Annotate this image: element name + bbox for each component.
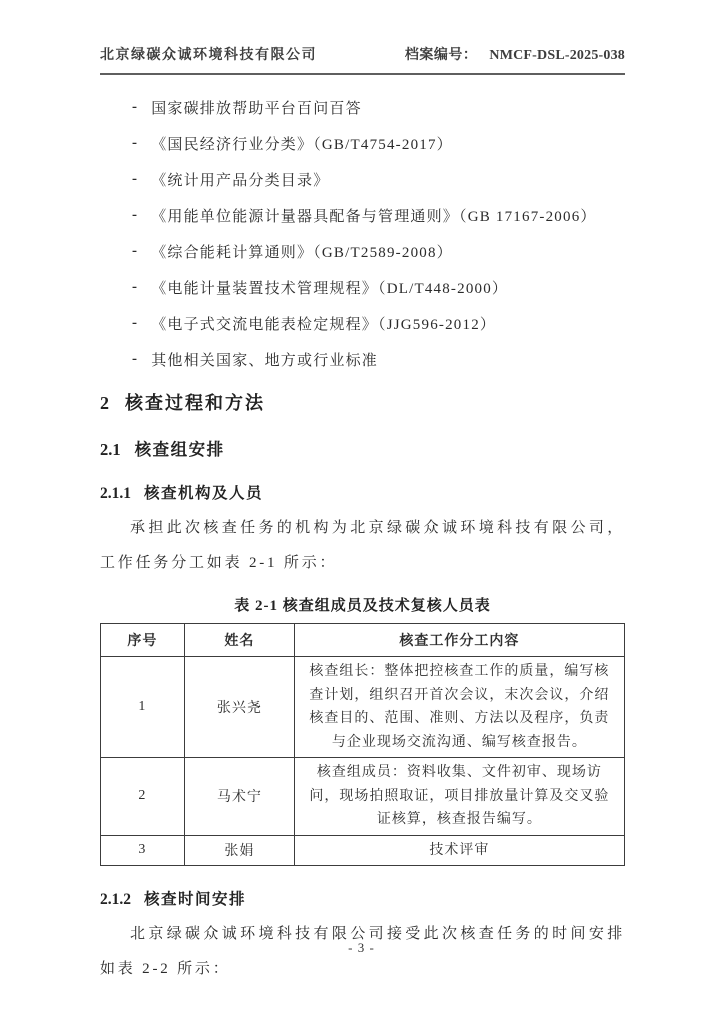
column-header-duty: 核查工作分工内容 <box>294 624 624 657</box>
table-caption: 表 2-1 核查组成员及技术复核人员表 <box>234 598 491 614</box>
section-heading-2 <box>100 389 625 415</box>
cell-duty: 核查组长：整体把控核查工作的质量，编写核查计划，组织召开首次会议，末次会议，介绍核查目的、范围、准则、方法以及程序，负责与企业现场交流沟通、编写核查报告。 <box>294 657 624 758</box>
cell-index: 2 <box>101 758 185 836</box>
cell-index: 1 <box>101 657 185 758</box>
list-item-text: 《电能计量装置技术管理规程》（DL/T448-2000） <box>151 280 509 297</box>
list-item <box>100 197 625 233</box>
list-item-text: 《统计用产品分类目录》 <box>151 172 330 189</box>
section-title: 核查组安排 <box>134 440 225 459</box>
archive-number-value: NMCF-DSL-2025-038 <box>489 48 625 63</box>
section-heading-2-1-1 <box>100 481 625 503</box>
list-item-text: 其他相关国家、地方或行业标准 <box>151 352 379 369</box>
list-item <box>100 89 625 125</box>
dash-bullet: - <box>132 314 139 331</box>
dash-bullet: - <box>132 134 139 151</box>
section-heading-2-1 <box>100 436 625 460</box>
dash-bullet: - <box>132 278 139 295</box>
dash-bullet: - <box>132 170 139 187</box>
cell-duty: 核查组成员：资料收集、文件初审、现场访问，现场拍照取证，项目排放量计算及交叉验证核算，核查报告编写。 <box>294 758 624 836</box>
dash-bullet: - <box>132 350 139 367</box>
table-row <box>101 758 625 836</box>
section-title: 核查机构及人员 <box>144 485 264 502</box>
section-number: 2.1.1 <box>100 485 131 502</box>
header-archive-number <box>405 44 625 64</box>
list-item <box>100 161 625 197</box>
section-number: 2.1.2 <box>100 891 131 908</box>
archive-number-label: 档案编号： <box>404 48 478 63</box>
section-heading-2-1-2 <box>100 887 625 909</box>
cell-name: 张娟 <box>184 835 294 866</box>
list-item <box>100 269 625 305</box>
cell-name: 马术宁 <box>184 758 294 836</box>
section-title: 核查时间安排 <box>144 891 247 908</box>
list-item-text: 《电子式交流电能表检定规程》（JJG596-2012） <box>151 316 497 333</box>
table-row <box>101 657 625 758</box>
section-title: 核查过程和方法 <box>125 393 265 413</box>
cell-index: 3 <box>101 835 185 866</box>
list-item-text: 国家碳排放帮助平台百问百答 <box>151 100 362 117</box>
reference-standards-list <box>100 89 625 377</box>
section-number: 2 <box>100 393 109 413</box>
body-paragraph-agency: 承担此次核查任务的机构为北京绿碳众诚环境科技有限公司，工作任务分工如表 2-1 所示： <box>100 520 625 571</box>
column-header-index: 序号 <box>101 624 185 657</box>
header-company-name: 北京绿碳众诚环境科技有限公司 <box>100 48 317 63</box>
list-item <box>100 341 625 377</box>
cell-duty: 技术评审 <box>294 835 624 866</box>
column-header-name: 姓名 <box>184 624 294 657</box>
verification-team-table <box>100 623 625 866</box>
list-item <box>100 125 625 161</box>
page-header <box>100 44 625 75</box>
list-item-text: 《国民经济行业分类》（GB/T4754-2017） <box>151 136 453 153</box>
list-item <box>100 233 625 269</box>
dash-bullet: - <box>132 98 139 115</box>
table-row <box>101 835 625 866</box>
table-header-row <box>101 624 625 657</box>
list-item-text: 《综合能耗计算通则》（GB/T2589-2008） <box>151 244 453 261</box>
list-item <box>100 305 625 341</box>
dash-bullet: - <box>132 206 139 223</box>
page-number: - 3 - <box>348 940 375 955</box>
list-item-text: 《用能单位能源计量器具配备与管理通则》（GB 17167-2006） <box>151 208 597 225</box>
cell-name: 张兴尧 <box>184 657 294 758</box>
dash-bullet: - <box>132 242 139 259</box>
section-number: 2.1 <box>100 440 121 459</box>
body-paragraph-schedule: 北京绿碳众诚环境科技有限公司接受此次核查任务的时间安排如表 2-2 所示： <box>100 926 625 977</box>
